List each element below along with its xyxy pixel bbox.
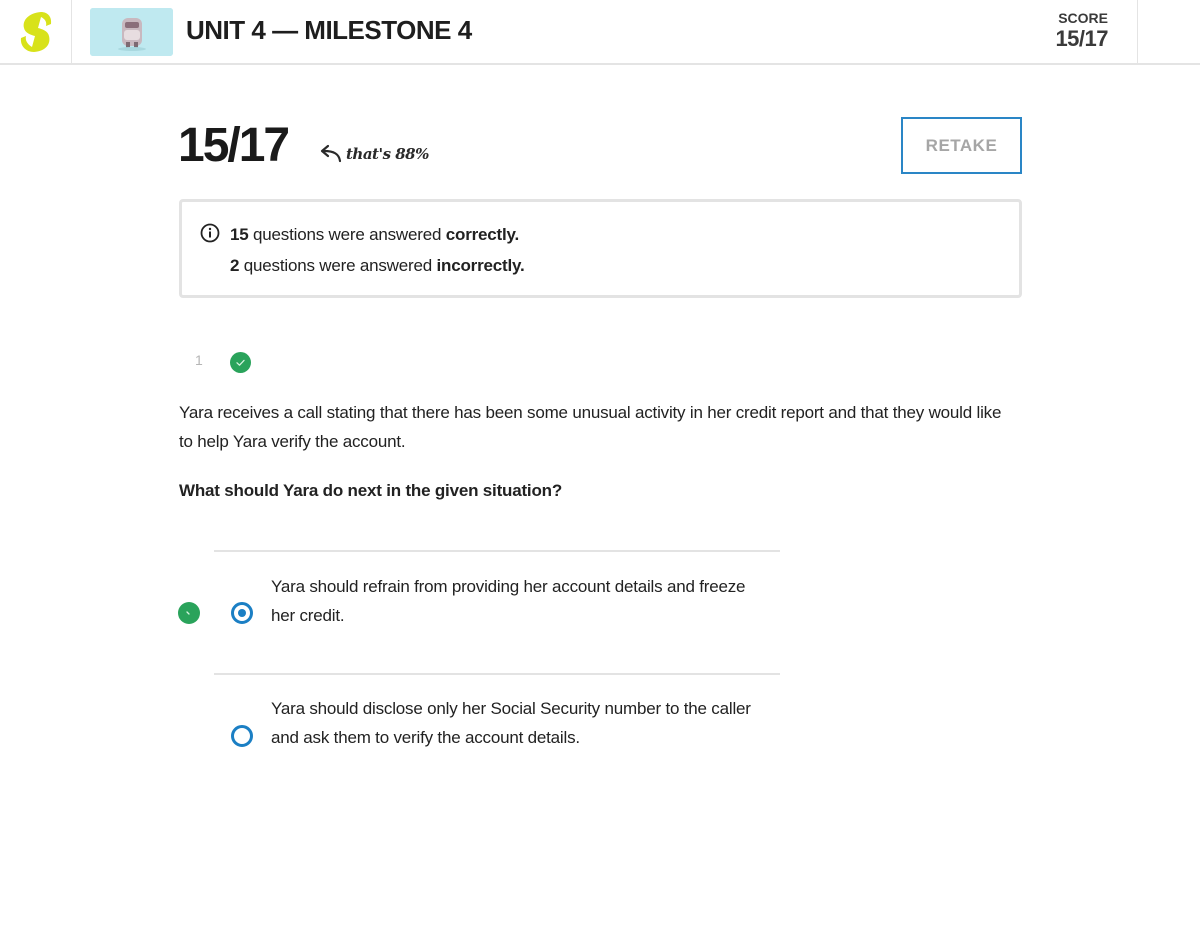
answer-option[interactable] [214,687,780,777]
curved-arrow-left-icon [316,144,342,164]
incorrect-count: 2 [230,256,240,275]
correct-answer-marker-icon [178,602,200,624]
logo-home-link[interactable] [0,0,72,63]
header-divider [1137,0,1138,63]
piggy-bank-image-icon [90,8,173,56]
header-score [1010,10,1108,52]
top-header [0,0,1200,65]
radio-selected-icon[interactable] [231,602,253,624]
sophia-logo-icon [19,11,53,53]
percent-note-text: that's 88% [346,145,429,163]
summary-correct-line [230,225,519,245]
incorrect-text: questions were answered [243,256,432,275]
correct-text: questions were answered [253,225,442,244]
score-value: 15/17 [1055,26,1108,51]
info-icon [200,223,220,243]
results-summary-box [179,199,1022,298]
percent-note [316,140,429,168]
question-text: Yara receives a call stating that there has been some unusual activity in her credit report and that they would like to help Yara verify the account. [179,403,1002,451]
summary-incorrect-line [230,256,525,276]
question-number: 1 [195,352,203,368]
incorrect-word: incorrectly. [436,256,525,275]
correct-count: 15 [230,225,249,244]
retake-button[interactable]: RETAKE [901,117,1022,174]
answer-option[interactable] [214,565,780,655]
unit-thumbnail [90,8,173,56]
answer-option-text: Yara should refrain from providing her account details and freeze her credit. [271,577,746,625]
option-divider [214,673,780,675]
correct-word: correctly. [445,225,520,244]
result-score: 15/17 [178,119,289,172]
question-prompt: What should Yara do next in the given situation? [179,481,563,500]
unit-title: UNIT 4 — MILESTONE 4 [186,15,472,45]
correct-check-icon [230,352,251,373]
score-label: SCORE [1058,10,1108,26]
option-divider [214,550,780,552]
answer-option-text: Yara should disclose only her Social Security number to the caller and ask them to verify the account details. [271,699,751,747]
radio-unselected-icon[interactable] [231,725,253,747]
